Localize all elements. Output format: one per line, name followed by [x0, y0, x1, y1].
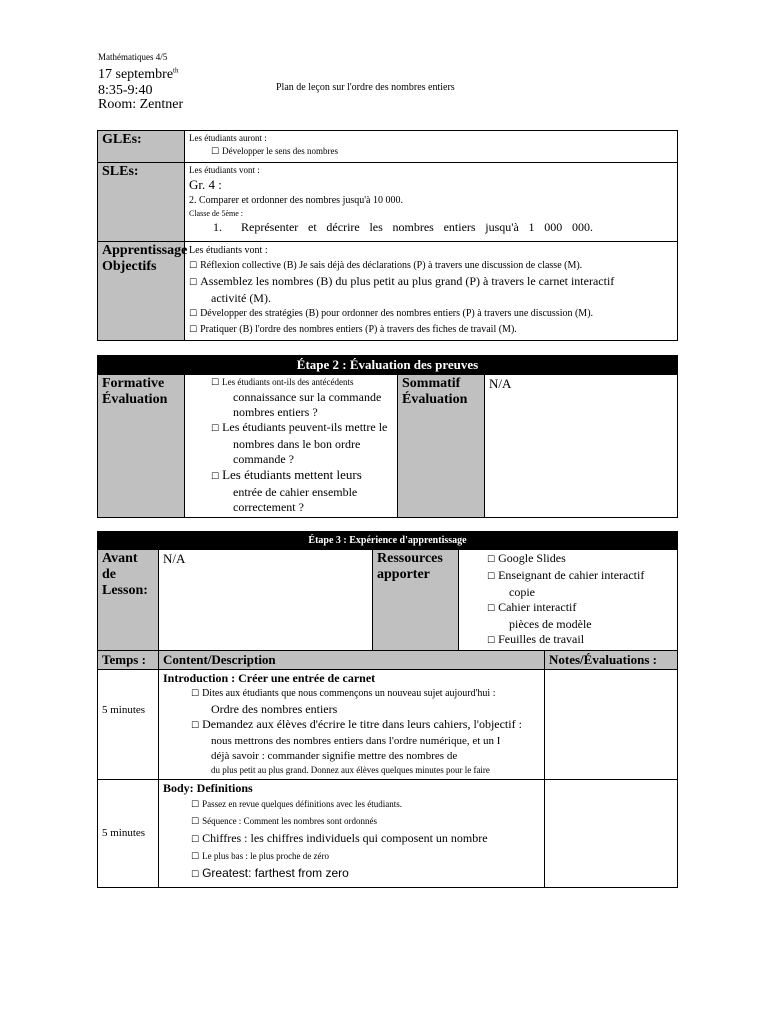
checkbox-icon: ☐ [191, 689, 200, 699]
resource-item-text: Feuilles de travail [498, 632, 585, 646]
column-header-notes: Notes/Évaluations : [545, 651, 678, 670]
row-heading: Body: Definitions [163, 781, 253, 795]
formative-item-continued: nombres entiers ? [233, 405, 318, 419]
checkbox-icon: ☐ [189, 261, 198, 271]
row-bullet [163, 813, 540, 830]
row-bullet [163, 717, 540, 734]
stage3-title: Étape 3 : Expérience d'apprentissage [98, 532, 678, 550]
checkbox-icon: ☐ [487, 604, 496, 614]
table-row [98, 780, 678, 888]
objectives-item-text: Réflexion collective (B) Je sais déjà des déclarations (P) à travers une discussion de classe (M). [200, 260, 583, 271]
date-suffix: th [173, 66, 179, 75]
formative-item-continued: correctement ? [233, 500, 304, 514]
sles-class-label: Classe de 5ème : [189, 209, 243, 218]
objectives-label [98, 242, 188, 341]
course-subject: Mathématiques 4/5 [98, 52, 168, 62]
sles-numbered-text: Représenter et décrire les nombres entiers jusqu'à 1 000 000. [241, 220, 593, 234]
before-lesson-label-line2: Lesson: [102, 583, 148, 598]
resource-item [487, 568, 673, 585]
row-bullet-text: Dites aux étudiants que nous commençons un nouveau sujet aujourd'hui : [202, 688, 496, 699]
objectives-item-continued: activité (M). [211, 291, 271, 305]
resource-item-continued: copie [509, 585, 535, 599]
gles-item [189, 145, 673, 159]
objectives-item-text: Assemblez les nombres (B) du plus petit au plus grand (P) à travers le carnet interactif [200, 274, 615, 288]
sles-numbered-item [189, 220, 673, 235]
checkbox-icon: ☐ [487, 572, 496, 582]
gles-item-text: Développer le sens des nombres [222, 146, 339, 156]
before-lesson-label-line1: Avant de [102, 551, 138, 582]
stage2-table [97, 355, 678, 518]
row-bullet [163, 865, 540, 883]
objectives-item [189, 306, 673, 322]
gles-label: GLEs: [98, 131, 185, 163]
row-bullet [163, 686, 540, 702]
lesson-time: 8:35-9:40 [98, 83, 153, 98]
checkbox-icon: ☐ [189, 278, 198, 288]
formative-item [211, 420, 393, 437]
gles-content [185, 131, 678, 163]
checkbox-icon: ☐ [487, 555, 496, 565]
sles-grade: Gr. 4 : [189, 177, 222, 192]
summative-label [398, 375, 485, 518]
row-bullet-text: Passez en revue quelques définitions avec les étudiants. [202, 799, 403, 809]
column-header-content: Content/Description [159, 651, 545, 670]
checkbox-icon: ☐ [191, 800, 200, 810]
row-time: 5 minutes [98, 780, 159, 888]
objectives-label-line2: Objectifs [102, 259, 157, 274]
row-heading: Introduction : Créer une entrée de carnet [163, 671, 376, 685]
sles-content [185, 163, 678, 242]
formative-item-continued: connaissance sur la commande [233, 390, 382, 404]
checkbox-icon: ☐ [191, 870, 200, 880]
checkbox-icon: ☐ [191, 721, 200, 731]
resources-label-line1: Ressources [377, 551, 443, 566]
formative-item-continued: entrée de cahier ensemble [233, 485, 358, 499]
stage3-table [97, 531, 678, 888]
row-bullet-text: Le plus bas : le plus proche de zéro [202, 851, 330, 861]
resource-item-text: Cahier interactif [498, 600, 577, 614]
checkbox-icon: ☐ [191, 852, 200, 862]
row-bullet [163, 848, 540, 865]
plan-title: Plan de leçon sur l'ordre des nombres entiers [276, 82, 455, 93]
checkbox-icon: ☐ [189, 309, 198, 319]
row-content [159, 780, 545, 888]
resource-item-text: Google Slides [498, 551, 566, 565]
row-bullet-text: Greatest: farthest from zero [202, 866, 349, 880]
sles-item: 2. Comparer et ordonner des nombres jusqu'à 10 000. [189, 195, 403, 206]
row-time: 5 minutes [98, 670, 159, 780]
formative-item-continued: nombres dans le bon ordre [233, 437, 361, 451]
objectives-content [185, 242, 678, 341]
checkbox-icon: ☐ [211, 147, 220, 157]
objectives-item [189, 274, 673, 291]
row-bullet-continued: déjà savoir : commander signifie mettre des nombres de [211, 750, 458, 762]
objectives-item [189, 258, 673, 274]
formative-item-text: Les étudiants mettent leurs [222, 467, 362, 482]
checkbox-icon: ☐ [191, 835, 200, 845]
resource-item [487, 551, 673, 568]
row-notes [545, 670, 678, 780]
formative-item-text: Les étudiants peuvent-ils mettre le [222, 420, 388, 434]
objectives-label-line1: Apprentissage [102, 243, 188, 258]
row-bullet-continued: Ordre des nombres entiers [211, 702, 338, 716]
date-day: 17 septembre [98, 67, 174, 82]
resources-label-line2: apporter [377, 567, 430, 582]
column-header-time: Temps : [98, 651, 159, 670]
stage2-title: Étape 2 : Évaluation des preuves [98, 356, 678, 375]
gles-intro: Les étudiants auront : [189, 133, 267, 143]
checkbox-icon: ☐ [211, 378, 220, 388]
formative-label [98, 375, 185, 518]
before-lesson-label [98, 550, 159, 651]
resource-item-text: Enseignant de cahier interactif [498, 568, 645, 582]
row-content [159, 670, 545, 780]
formative-label-line2: Évaluation [102, 392, 168, 407]
formative-item-text: Les étudiants ont-ils des antécédents [222, 377, 354, 387]
summative-label-line2: Évaluation [402, 392, 468, 407]
formative-content [185, 375, 398, 518]
row-bullet-text: Séquence : Comment les nombres sont ordonnés [202, 816, 378, 826]
resource-item-continued: pièces de modèle [509, 617, 592, 631]
checkbox-icon: ☐ [487, 636, 496, 646]
formative-item [211, 376, 393, 390]
formative-item-continued: commande ? [233, 452, 294, 466]
formative-label-line1: Formative [102, 376, 165, 391]
formative-item [211, 467, 393, 485]
row-bullet-continued: nous mettrons des nombres entiers dans l'ordre numérique, et un I [211, 735, 501, 747]
resource-item [487, 632, 673, 649]
before-lesson-value: N/A [159, 550, 373, 651]
objectives-item-text: Pratiquer (B) l'ordre des nombres entiers (P) à travers des fiches de travail (M). [200, 324, 517, 335]
objectives-intro: Les étudiants vont : [189, 245, 268, 256]
lesson-room: Room: Zentner [98, 97, 184, 112]
row-bullet [163, 796, 540, 813]
row-bullet [163, 830, 540, 848]
stage1-table [97, 130, 678, 341]
checkbox-icon: ☐ [189, 325, 198, 335]
lesson-date [98, 67, 178, 83]
row-bullet-continued: du plus petit au plus grand. Donnez aux élèves quelques minutes pour le faire [211, 765, 490, 775]
summative-label-line1: Sommatif [402, 376, 461, 391]
resources-content [459, 550, 678, 651]
checkbox-icon: ☐ [211, 424, 220, 434]
row-bullet-text: Demandez aux élèves d'écrire le titre dans leurs cahiers, l'objectif : [202, 717, 522, 731]
resources-label [373, 550, 459, 651]
objectives-item [189, 322, 673, 338]
sles-intro: Les étudiants vont : [189, 165, 260, 175]
row-bullet-text: Chiffres : les chiffres individuels qui composent un nombre [202, 831, 488, 845]
row-notes [545, 780, 678, 888]
checkbox-icon: ☐ [191, 817, 200, 827]
sles-label: SLEs: [98, 163, 185, 242]
table-row [98, 670, 678, 780]
sles-numbered-num: 1. [213, 220, 222, 234]
objectives-item-text: Développer des stratégies (B) pour ordonner des nombres entiers (P) à travers une discussion (M). [200, 308, 594, 319]
checkbox-icon: ☐ [211, 472, 220, 482]
summative-value: N/A [485, 375, 678, 518]
resource-item [487, 600, 673, 617]
